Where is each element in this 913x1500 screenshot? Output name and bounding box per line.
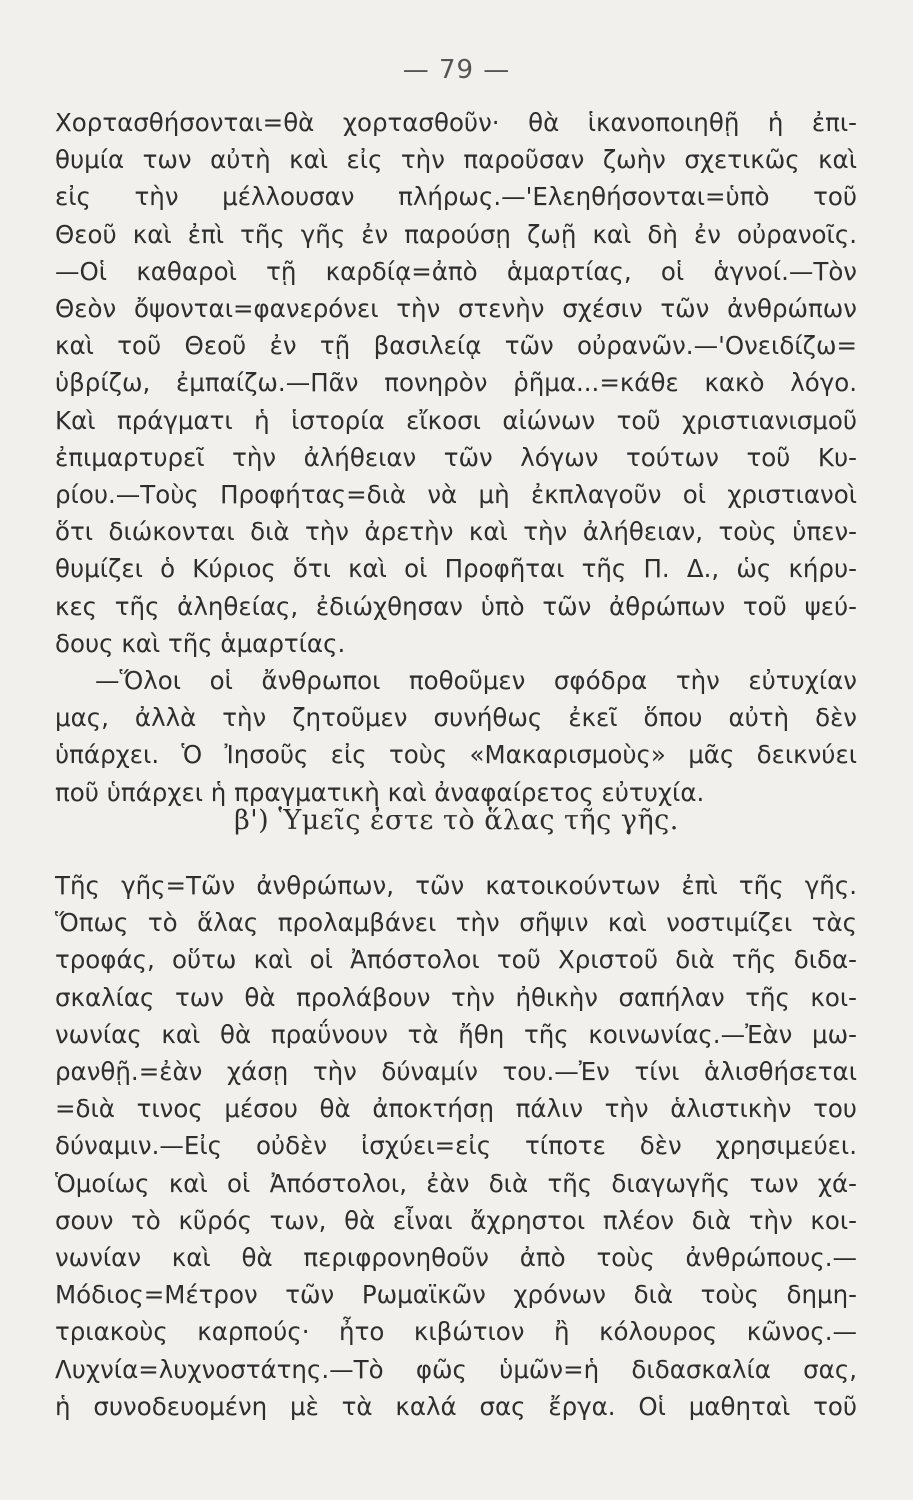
text-line: Τῆς γῆς=Τῶν ἀνθρώπων, τῶν κατοικούντων ἐπὶ τῆς γῆς. [55,871,857,900]
text-line: ποῦ ὑπάρχει ἡ πραγματικὴ καὶ ἀναφαίρετος εὐτυχία. [55,777,705,807]
text-line: ἡ συνοδευομένη μὲ τὰ καλά σας ἔργα. Οἱ μαθηταὶ τοῦ [55,1391,857,1421]
text-line: θυμίζει ὁ Κύριος ὅτι καὶ οἱ Προφῆται τῆς Π. Δ., ὡς κήρυ- [55,554,857,584]
text-line: σουν τὸ κῦρός των, θὰ εἶναι ἄχρηστοι πλέον διὰ τὴν κοι- [55,1205,857,1235]
paragraph-salt [55,867,857,1425]
text-line: μας, ἀλλὰ τὴν ζητοῦμεν συνήθως ἐκεῖ ὅπου αὐτὴ δὲν [55,703,857,733]
text-line: Ὅπως τὸ ἅλας προλαμβάνει τὴν σῆψιν καὶ νοστιμίζει τὰς [55,908,857,938]
text-line: κες τῆς ἀληθείας, ἐδιώχθησαν ὑπὸ τῶν ἀθρώπων τοῦ ψεύ- [55,591,857,621]
text-line: ὑπάρχει. Ὁ Ἰησοῦς εἰς τοὺς «Μακαρισμοὺς» μᾶς δεικνύει [55,740,857,770]
body-text-bottom [55,867,857,1425]
text-line: —Ὅλοι οἱ ἄνθρωποι ποθοῦμεν σφόδρα τὴν εὐτυχίαν [95,666,857,696]
text-line: Ὁμοίως καὶ οἱ Ἀπόστολοι, ἐὰν διὰ τῆς διαγωγῆς των χά- [55,1168,857,1198]
text-line: τριακοὺς καρπούς· ἦτο κιβώτιον ἢ κόλουρος κῶνος.— [55,1317,857,1347]
text-line: Θεὸν ὄψονται=φανερόνει τὴν στενὴν σχέσιν τῶν ἀνθρώπων [55,294,857,324]
text-line: Λυχνία=λυχνοστάτης.—Τὸ φῶς ὑμῶν=ἡ διδασκαλία σας, [55,1354,857,1384]
text-line: ὑβρίζω, ἐμπαίζω.—Πᾶν πονηρὸν ῥῆμα...=κάθε κακὸ λόγο. [55,368,857,398]
paragraph-happiness [55,662,857,811]
text-line: δύναμιν.—Εἰς οὐδὲν ἰσχύει=εἰς τίποτε δὲν χρησιμεύει. [55,1131,857,1161]
text-line: Χορτασθήσονται=θὰ χορτασθοῦν· θὰ ἱκανοποιηθῇ ἡ ἐπι- [55,108,857,137]
text-line: εἰς τὴν μέλλουσαν πλήρως.—'Ελεηθήσονται=ὑπὸ τοῦ [55,182,857,212]
body-text-top [55,104,857,811]
text-line: ἐπιμαρτυρεῖ τὴν ἀλήθειαν τῶν λόγων τούτων τοῦ Κυ- [55,442,857,472]
text-line: ρίου.—Τοὺς Προφήτας=διὰ νὰ μὴ ἐκπλαγοῦν οἱ χριστιανοὶ [55,480,857,510]
text-line: νωνίας καὶ θὰ πραΰνουν τὰ ἤθη τῆς κοινωνίας.—Ἐὰν μω- [55,1019,857,1049]
text-line: θυμία των αὐτὴ καὶ εἰς τὴν παροῦσαν ζωὴν σχετικῶς καὶ [55,145,857,175]
text-line: ρανθῇ.=ἐὰν χάσῃ τὴν δύναμίν του.—Ἐν τίνι ἁλισθήσεται [55,1057,857,1087]
text-line: Θεοῦ καὶ ἐπὶ τῆς γῆς ἐν παρούσῃ ζωῇ καὶ δὴ ἐν οὐρανοῖς. [55,219,857,249]
text-line: ὅτι διώκονται διὰ τὴν ἀρετὴν καὶ τὴν ἀλήθειαν, τοὺς ὑπεν- [55,517,857,547]
text-line: —Οἱ καθαροὶ τῇ καρδίᾳ=ἀπὸ ἁμαρτίας, οἱ ἁγνοί.—Τὸν [55,256,857,286]
section-heading: β') Ὑμεῖς ἐστε τὸ ἅλας τῆς γῆς. [234,805,679,836]
paragraph-commentary [55,104,857,662]
text-line: καὶ τοῦ Θεοῦ ἐν τῇ βασιλείᾳ τῶν οὐρανῶν.—'Ονειδίζω= [55,331,857,361]
text-line: Μόδιος=Μέτρον τῶν Ρωμαϊκῶν χρόνων διὰ τοὺς δημη- [55,1280,857,1310]
page-number: — 79 — [402,55,511,85]
text-line: σκαλίας των θὰ προλάβουν τὴν ἠθικὴν σαπήλαν τῆς κοι- [55,982,857,1012]
text-line: νωνίαν καὶ θὰ περιφρονηθοῦν ἀπὸ τοὺς ἀνθρώπους.— [55,1243,857,1273]
text-line: τροφάς, οὕτω καὶ οἱ Ἀπόστολοι τοῦ Χριστοῦ διὰ τῆς διδα- [55,945,857,975]
text-line: Καὶ πράγματι ἡ ἱστορία εἴκοσι αἰώνων τοῦ χριστιανισμοῦ [55,405,857,435]
text-line: =διὰ τινος μέσου θὰ ἀποκτήσῃ πάλιν τὴν ἁλιστικὴν του [55,1094,857,1124]
text-line: δους καὶ τῆς ἁμαρτίας. [55,628,346,658]
